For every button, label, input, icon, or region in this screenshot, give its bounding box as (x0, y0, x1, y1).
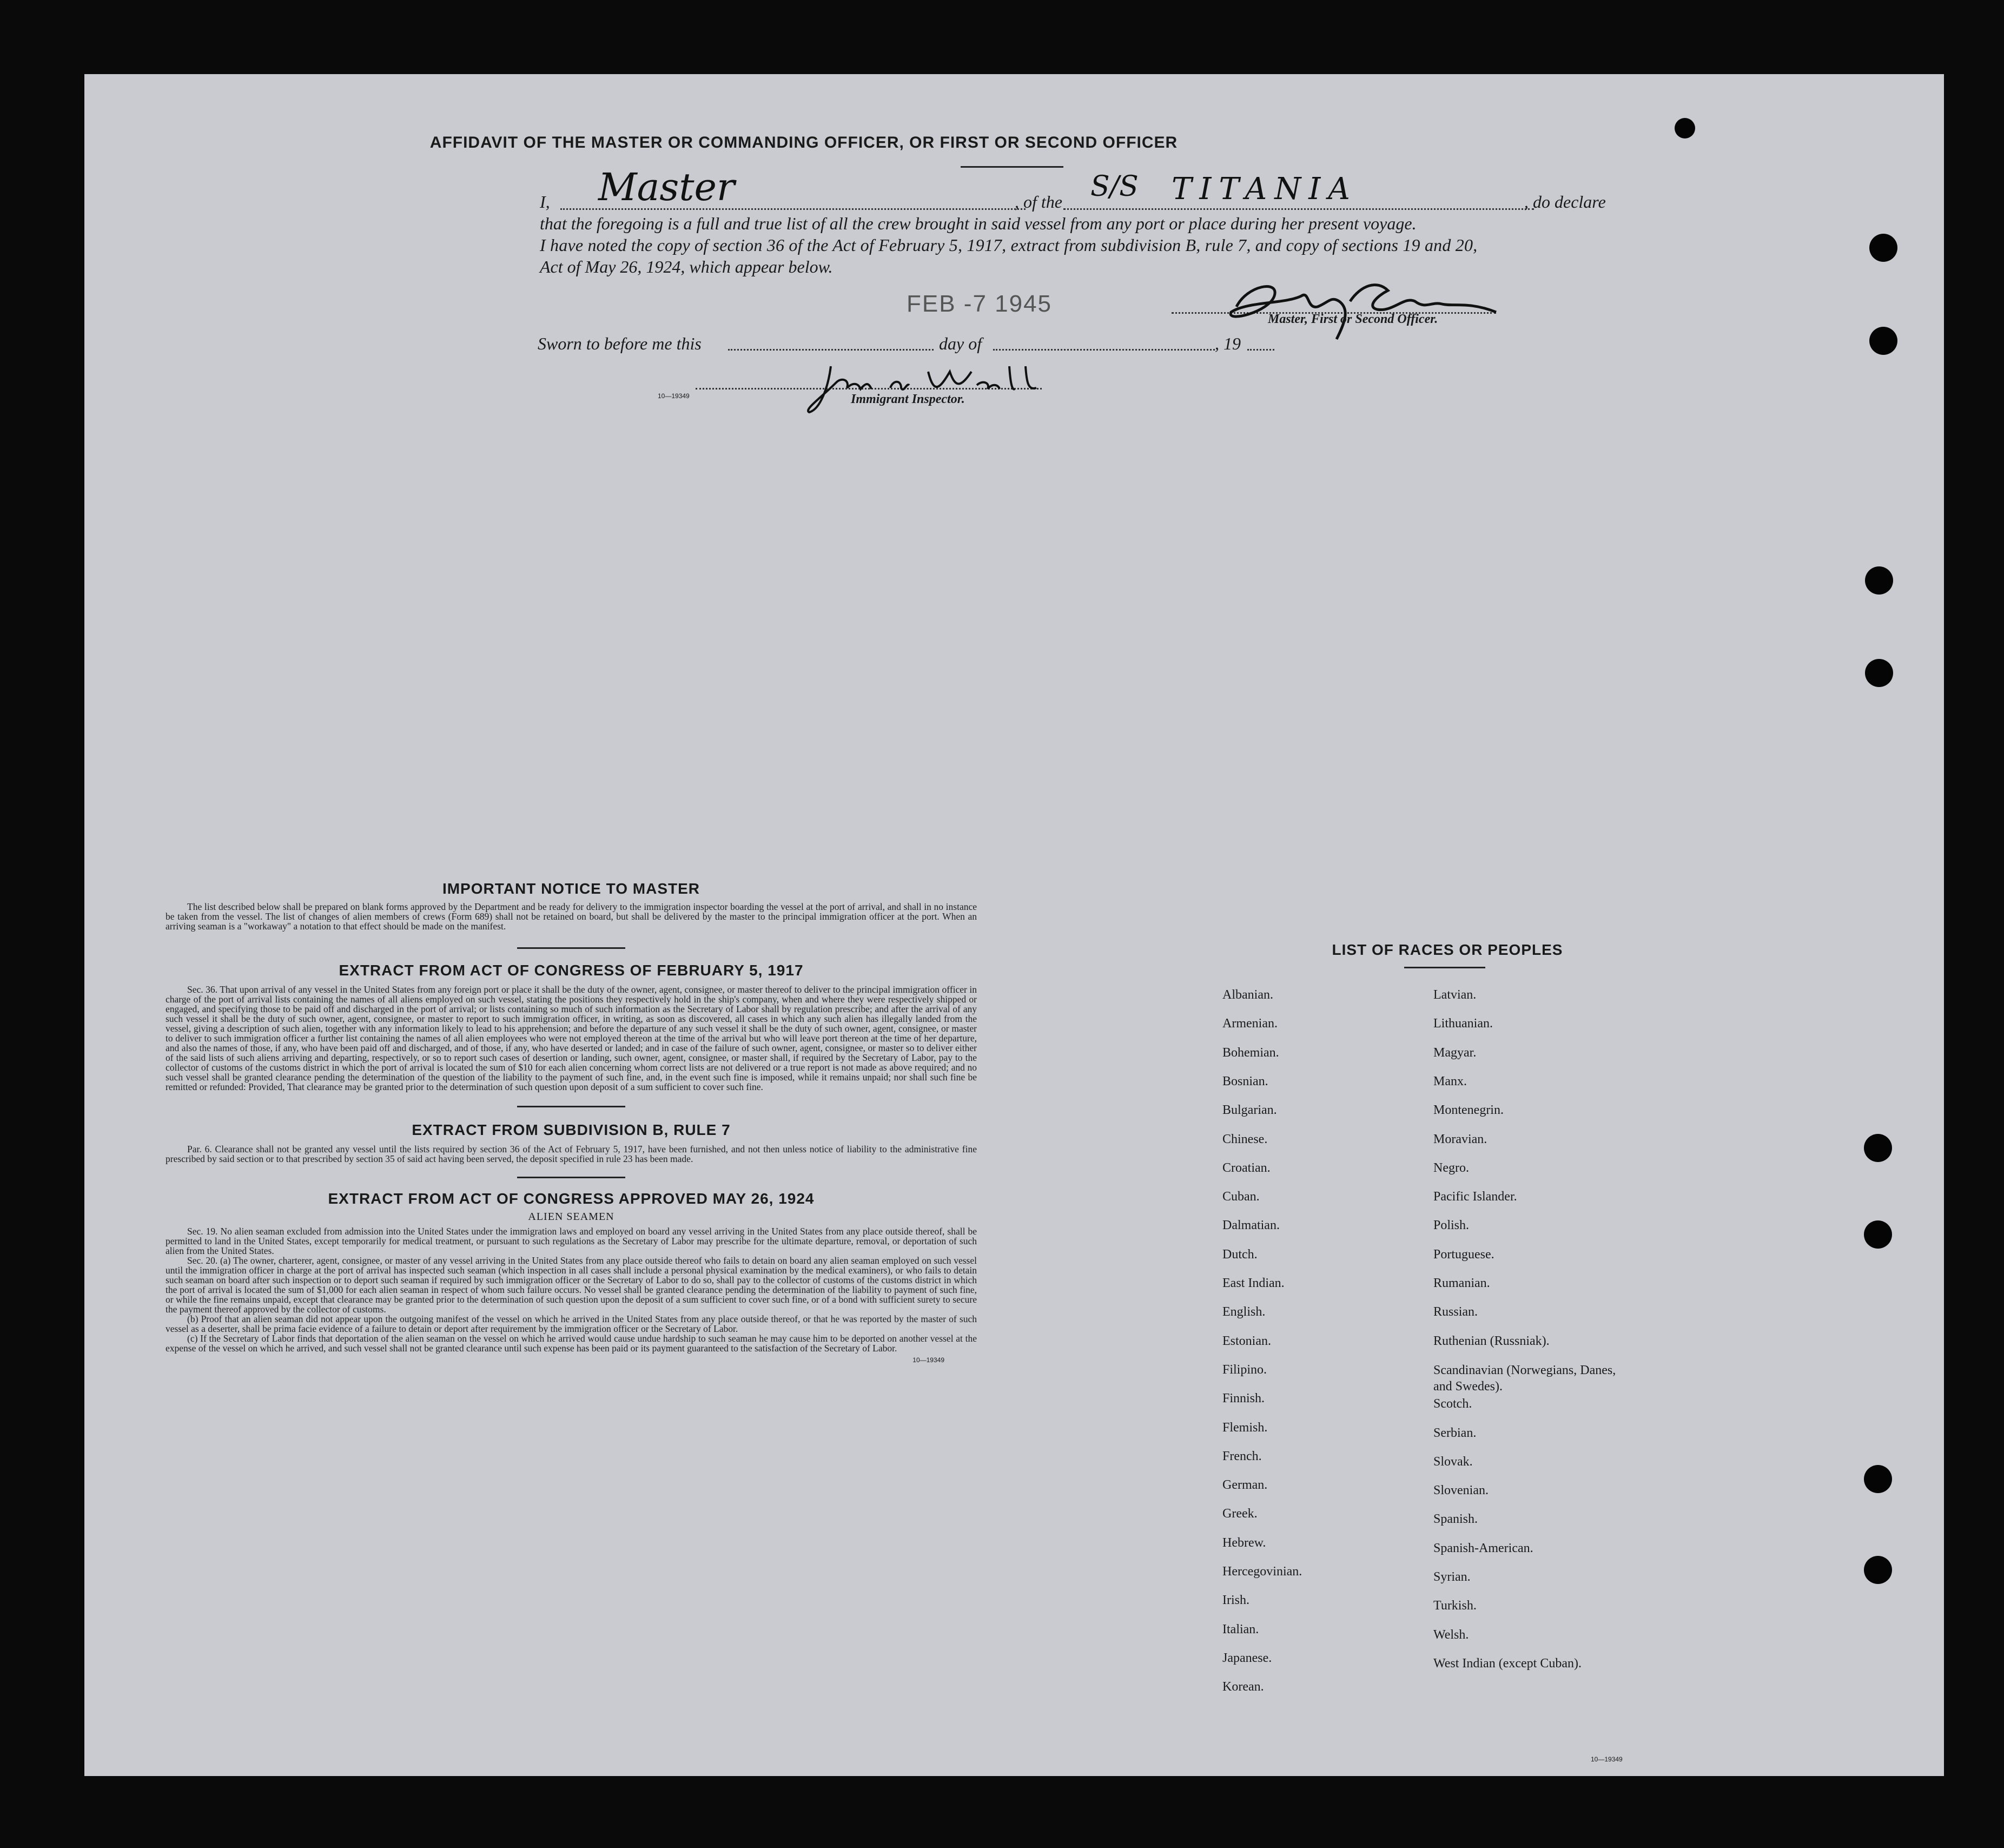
punch-hole (1865, 566, 1893, 595)
sec20b-paragraph: (b) Proof that an alien seaman did not appear upon the outgoing manifest of the vessel on which he arrived in the United States from any place outside thereof, or that he was reported by the master of such vessel as a deserter, shall be prima facie evidence of a failure to detain or deport after requirement by the immigration officer or the Secretary of Labor. (166, 1314, 977, 1334)
divider (517, 1177, 625, 1178)
race-item: Moravian. (1433, 1132, 1487, 1146)
race-item: Albanian. (1222, 988, 1273, 1002)
race-item: Latvian. (1433, 988, 1477, 1002)
rule7-text (166, 1144, 977, 1164)
affidavit-form-number: 10—19349 (658, 392, 690, 400)
race-item: West Indian (except Cuban). (1433, 1656, 1582, 1671)
do-declare-label: , do declare (1524, 192, 1606, 212)
master-signature (1215, 263, 1539, 345)
vessel-prefix-handwritten: S/S (1090, 170, 1139, 203)
races-title: LIST OF RACES OR PEOPLES (1332, 941, 1563, 958)
race-item: Lithuanian. (1433, 1017, 1493, 1031)
punch-hole (1675, 118, 1695, 138)
rule7-paragraph: Par. 6. Clearance shall not be granted any vessel until the lists required by section 36 of the Act of February 5, 1917, have been furnished, and not then unless notice of liability to the administrative fine prescribed by said section or to that prescribed by section 35 of said act having been served, the deposit specified in rule 23 has been made. (166, 1144, 977, 1164)
vessel-name-handwritten: TITANIA (1172, 171, 1358, 207)
affidavit-line-2: that the foregoing is a full and true list of all the crew brought in said vessel from any port or place during her present voyage. (540, 214, 1417, 233)
race-item: Italian. (1222, 1622, 1259, 1636)
race-item: Serbian. (1433, 1426, 1477, 1440)
race-item: Polish. (1433, 1218, 1470, 1232)
sec20c-paragraph: (c) If the Secretary of Labor finds that deportation of the alien seaman on the vessel on which he arrived would cause undue hardship to such seaman he may cause him to be deported on another vessel at the expense of the vessel on which he arrived, and such vessel shall not be granted clearance until such expense has been paid or its payment guaranteed to the satisfaction of the Secretary of Labor. (166, 1333, 977, 1354)
race-item: Scotch. (1433, 1397, 1472, 1411)
race-item: English. (1222, 1305, 1266, 1319)
race-item: East Indian. (1222, 1276, 1285, 1290)
race-item: Finnish. (1222, 1391, 1265, 1405)
race-item: Bohemian. (1222, 1046, 1279, 1060)
affidavit-i-label: I, (540, 192, 550, 212)
races-form-number: 10—19349 (1591, 1755, 1623, 1763)
race-item: Flemish. (1222, 1421, 1268, 1435)
sec20a-paragraph: Sec. 20. (a) The owner, charterer, agent, consignee, or master of any vessel arriving in the United States from any place outside thereof who fails to detain on board any alien seaman employed on such vessel until the immigration officer in charge at the port of arrival has inspected such seaman (which inspection in all cases shall include a personal physical examination by the medical examiners), or who fails to detain such seaman on board after such inspection or to deport such seaman if required by such immigration officer or the Secretary of Labor to do so, shall pay to the collector of customs of the customs district in which the port of arrival is located the sum of $1,000 for each alien seaman in respect of whom such failure occurs. No vessel shall be granted clearance pending the determination of the liability to payment of such fine, or while the fine remains unpaid, except that clearance may be granted prior to the determination of such question upon the deposit of a sum sufficient to cover such fine, or of a bond with sufficient surety to secure the payment thereof approved by the collector of customs. (166, 1255, 977, 1315)
race-item: Japanese. (1222, 1651, 1272, 1665)
punch-hole (1864, 1556, 1892, 1584)
race-item: Russian. (1433, 1305, 1478, 1319)
race-item: Estonian. (1222, 1334, 1271, 1348)
notice-column (166, 880, 977, 1364)
year-label: , 19 (1215, 334, 1241, 353)
race-item: Turkish. (1433, 1599, 1477, 1613)
extract-form-number: 10—19349 (912, 1356, 944, 1364)
master-handwritten: Master (598, 165, 735, 209)
alien-seamen-subtitle: ALIEN SEAMEN (528, 1211, 614, 1223)
punch-hole (1864, 1134, 1892, 1162)
rule7-title: EXTRACT FROM SUBDIVISION B, RULE 7 (412, 1121, 731, 1138)
race-item: French. (1222, 1449, 1262, 1463)
divider (517, 947, 625, 949)
day-of-label: day of (939, 334, 982, 353)
race-item: Spanish. (1433, 1512, 1478, 1526)
race-item: Negro. (1433, 1161, 1469, 1175)
race-item: Greek. (1222, 1507, 1258, 1521)
race-item: Scandinavian (Norwegians, Danes, and Swedes). (1433, 1363, 1616, 1394)
race-item: Slovak. (1433, 1455, 1473, 1469)
vessel-line (1063, 208, 1534, 210)
race-item: Bosnian. (1222, 1074, 1268, 1088)
extract-1917-text (166, 985, 977, 1092)
punch-hole (1864, 1465, 1892, 1493)
race-item: Irish. (1222, 1593, 1249, 1607)
punch-hole (1865, 659, 1893, 687)
race-item: Montenegrin. (1433, 1103, 1504, 1117)
punch-hole (1864, 1220, 1892, 1249)
race-item: German. (1222, 1478, 1268, 1492)
race-item: Welsh. (1433, 1628, 1469, 1642)
affidavit-title: AFFIDAVIT OF THE MASTER OR COMMANDING OFFICER, OR FIRST OR SECOND OFFICER (429, 134, 1178, 151)
race-item: Dutch. (1222, 1248, 1258, 1262)
extract-1924-text (166, 1226, 977, 1353)
divider (1404, 967, 1485, 968)
race-item: Syrian. (1433, 1570, 1471, 1584)
sworn-label: Sworn to before me this (538, 334, 702, 353)
notice-title: IMPORTANT NOTICE TO MASTER (442, 880, 700, 897)
inspector-signature (798, 350, 1058, 420)
race-item: Chinese. (1222, 1132, 1268, 1146)
affidavit-line-4: Act of May 26, 1924, which appear below. (540, 257, 833, 276)
race-item: Spanish-American. (1433, 1541, 1533, 1555)
race-item: Rumanian. (1433, 1276, 1490, 1290)
date-stamp: FEB -7 1945 (907, 291, 1053, 317)
signature-label: Master, First or Second Officer. (1268, 312, 1438, 326)
race-item: Bulgarian. (1222, 1103, 1277, 1117)
race-item: Pacific Islander. (1433, 1190, 1517, 1204)
of-the-label: , of the (1015, 192, 1062, 212)
notice-text (166, 902, 977, 931)
race-item: Cuban. (1222, 1190, 1260, 1204)
race-item: Manx. (1433, 1074, 1467, 1088)
extract-1917-paragraph: Sec. 36. That upon arrival of any vessel in the United States from any foreign port or place it shall be the duty of the owner, agent, consignee, or master thereof to deliver to the principal immigration officer in charge of the port of arrival lists containing the names of all aliens employed on such vessel, stating the positions they respectively hold in the ship's company, when and where they were respectively shipped or engaged, and specifying those to be paid off and discharged in the port of arrival; or lists containing so much of such information as the Secretary of Labor shall by regulation prescribe; and after the arrival of any such vessel it shall be the duty of such owner, agent, consignee, or master to report to such immigration officer, in writing, as soon as discovered, all cases in which any such alien has illegally landed from the vessel, giving a description of such alien, together with any information likely to lead to his apprehension; and before the departure of any such vessel it shall be the duty of such owner, agent, consignee, or master to deliver to such immigration officer a further list containing the names of all alien employees who were not employed thereon at the time of the arrival but who will leave port thereon at the time of her departure, and also the names of those, if any, who have been paid off and discharged, and of those, if any, who have deserted or landed; and in case of the failure of such owner, agent, consignee, or master so to deliver either of the said lists of such aliens arriving and departing, respectively, or so to report such cases of desertion or landing, such owner, agent, consignee, or master shall, if required by the Secretary of Labor, pay to the collector of customs of the customs district in which the port of arrival is located the sum of $10 for each alien concerning whom correct lists are not delivered or a true report is not made as above required; and no such vessel shall be granted clearance pending the determination of the question of the liability to the payment of such fine, and, in the event such fine is imposed, while it remains unpaid; nor shall such fine be remitted or refunded: Provided, That clearance may be granted prior to the determination of such question upon deposit of a sum sufficient to cover such fine. (166, 984, 977, 1092)
extract-1924-title: EXTRACT FROM ACT OF CONGRESS APPROVED MAY 26, 1924 (328, 1190, 815, 1207)
punch-hole (1869, 327, 1897, 355)
divider (517, 1106, 625, 1107)
race-item: Portuguese. (1433, 1248, 1494, 1262)
punch-hole (1869, 234, 1897, 262)
race-item: Croatian. (1222, 1161, 1271, 1175)
inspector-label: Immigrant Inspector. (851, 392, 965, 406)
race-item: Dalmatian. (1222, 1218, 1280, 1232)
divider (961, 166, 1063, 168)
race-item: Korean. (1222, 1680, 1264, 1694)
race-item: Filipino. (1222, 1363, 1267, 1377)
race-item: Armenian. (1222, 1017, 1278, 1031)
race-item: Slovenian. (1433, 1483, 1489, 1497)
race-item: Magyar. (1433, 1046, 1477, 1060)
notice-paragraph: The list described below shall be prepared on blank forms approved by the Department and be ready for delivery to the immigration inspector boarding the vessel at the port of arrival, and shall in no instance be taken from the vessel. The list of changes of alien members of crews (Form 689) shall not be retained on board, but shall be delivered by the master to the principal immigration officer at the port. When an arriving seaman is a "workaway" a notation to that effect should be made on the manifest. (166, 901, 977, 932)
extract-1917-title: EXTRACT FROM ACT OF CONGRESS OF FEBRUARY 5, 1917 (339, 962, 804, 979)
sec19-paragraph: Sec. 19. No alien seaman excluded from admission into the United States under the immigration laws and employed on board any vessel arriving in the United States from any place outside thereof, shall be permitted to land in the United States, except temporarily for medical treatment, or pursuant to such regulations as the Secretary of Labor may prescribe for the ultimate departure, removal, or deportation of such alien from the United States. (166, 1226, 977, 1256)
affidavit-line-3: I have noted the copy of section 36 of the Act of February 5, 1917, extract from subdivision B, rule 7, and copy of sections 19 and 20, (540, 235, 1478, 255)
race-item: Hercegovinian. (1222, 1565, 1302, 1579)
race-item: Hebrew. (1222, 1536, 1266, 1550)
race-item: Ruthenian (Russniak). (1433, 1334, 1550, 1348)
sworn-year-line (1247, 349, 1274, 351)
document-page (84, 74, 1944, 1776)
